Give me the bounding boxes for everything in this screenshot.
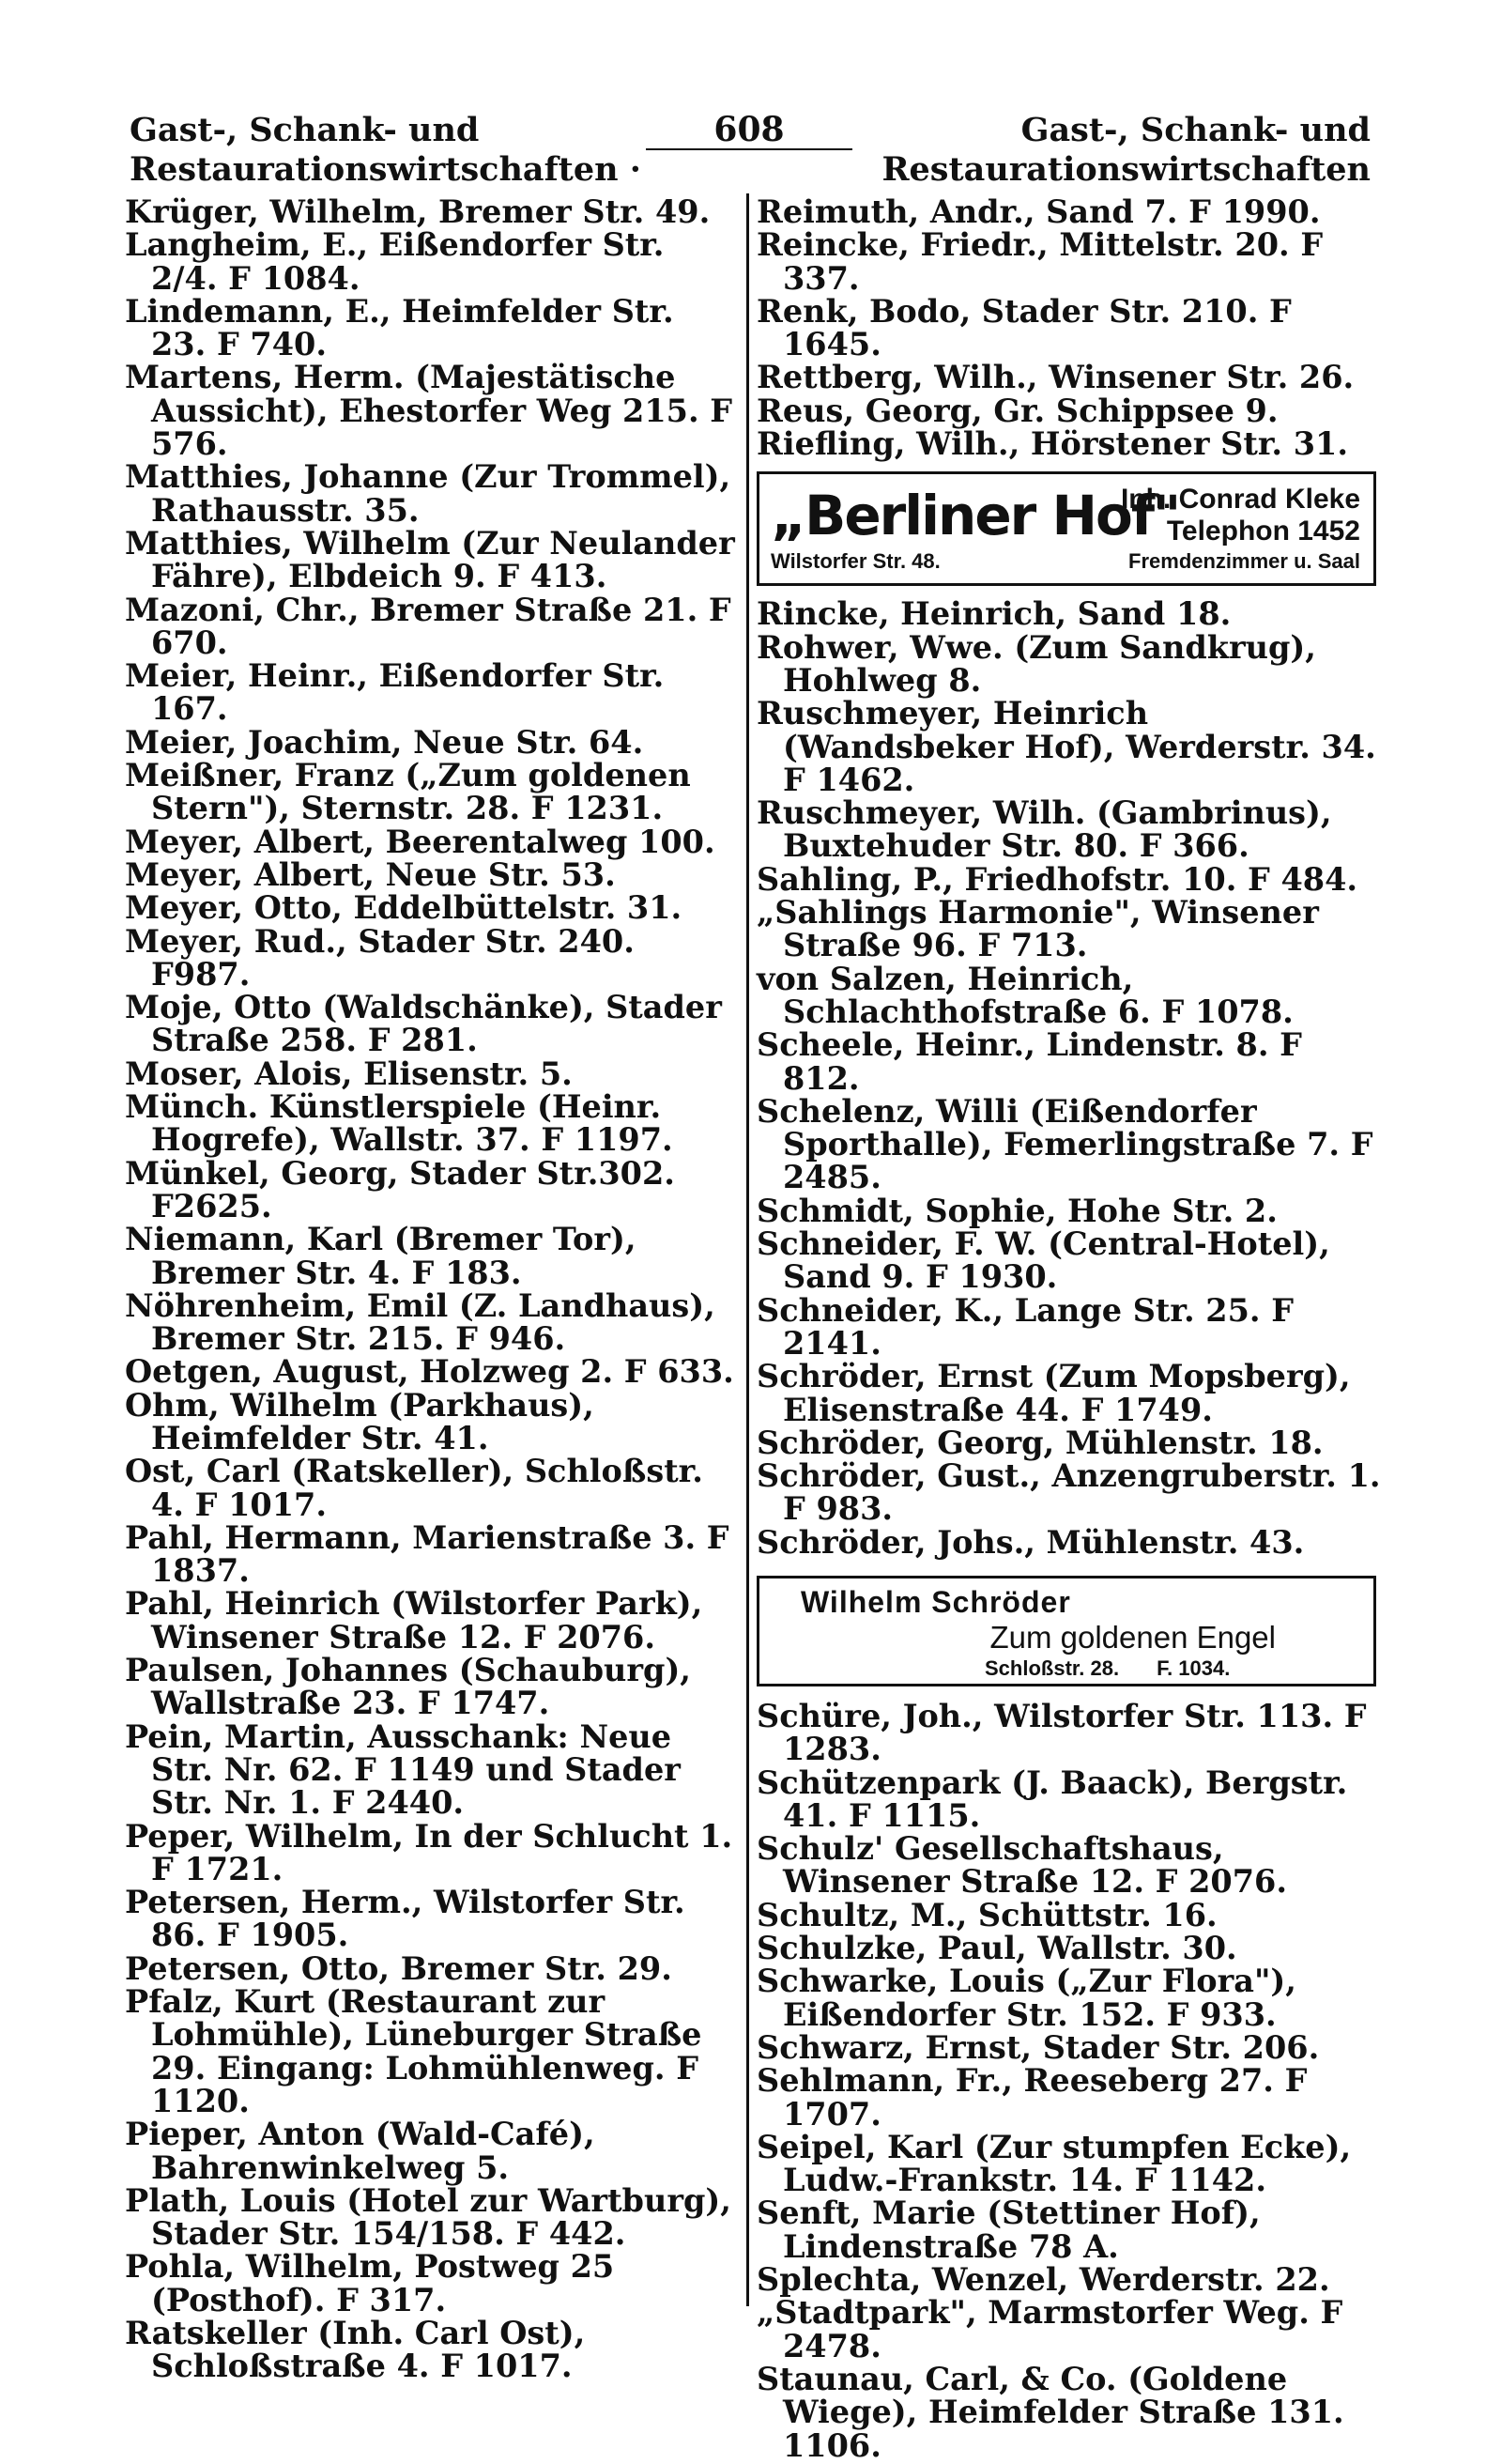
directory-entry: Meyer, Otto, Eddelbüttelstr. 31.: [125, 889, 682, 927]
header-right-line2: Restaurationswirtschaften: [881, 150, 1371, 189]
directory-entry: Schmidt, Sophie, Hohe Str. 2.: [757, 1192, 1278, 1229]
directory-entry: Peper, Wilhelm, In der Schlucht 1. F 1721.: [125, 1817, 733, 1887]
directory-entry: von Salzen, Heinrich, Schlachthofstraße 6. F 1078.: [757, 960, 1294, 1030]
directory-entry: Plath, Louis (Hotel zur Wartburg), Stader Str. 154/158. F 442.: [125, 2181, 731, 2253]
directory-entry: Scheele, Heinr., Lindenstr. 8. F 812.: [757, 1026, 1302, 1097]
directory-entry: Pahl, Hermann, Marienstraße 3. F 1837.: [125, 1518, 729, 1590]
directory-entry: Meier, Heinr., Eißendorfer Str. 167.: [125, 657, 665, 728]
header-right-line1: Gast-, Schank- und: [1020, 111, 1371, 149]
directory-entry: Schelenz, Willi (Eißendorfer Sporthalle), Femerlingstraße 7. F 2485.: [757, 1092, 1373, 1196]
header-right: [881, 111, 1371, 190]
directory-entry: Rincke, Heinrich, Sand 18.: [757, 595, 1232, 633]
directory-entry: Oetgen, August, Holzweg 2. F 633.: [125, 1353, 734, 1391]
directory-entry: Seipel, Karl (Zur stumpfen Ecke), Ludw.-Frankstr. 14. F 1142.: [757, 2128, 1352, 2199]
ad-schroeder-address: Schloßstr. 28.: [985, 1656, 1120, 1680]
directory-entry: Krüger, Wilhelm, Bremer Str. 49.: [125, 193, 711, 230]
directory-entry: Petersen, Herm., Wilstorfer Str. 86. F 1905.: [125, 1884, 685, 1954]
directory-entry: Lindemann, E., Heimfelder Str. 23. F 740.: [125, 292, 674, 363]
directory-entry: Staunau, Carl, & Co. (Goldene Wiege), Heimfelder Straße 131. 1106.: [757, 2360, 1344, 2464]
directory-entry: Meyer, Albert, Beerentalweg 100.: [125, 823, 715, 860]
directory-entry: Schultz, M., Schüttstr. 16.: [757, 1896, 1218, 1933]
ad-berliner-hof: [757, 471, 1376, 586]
directory-entry: Pfalz, Kurt (Restaurant zur Lohmühle), Lüneburger Straße 29. Eingang: Lohmühlenweg. F 1120.: [125, 1983, 702, 2119]
directory-entry: Matthies, Johanne (Zur Trommel), Rathausstr. 35.: [125, 458, 731, 529]
directory-entry: Ruschmeyer, Heinrich (Wandsbeker Hof), Werderstr. 34. F 1462.: [757, 695, 1376, 798]
right-column: [757, 195, 1381, 2462]
directory-entry: Münkel, Georg, Stader Str.302. F2625.: [125, 1154, 675, 1224]
header-left: [130, 111, 641, 190]
directory-entry: Sehlmann, Fr., Reeseberg 27. F 1707.: [757, 2062, 1308, 2133]
directory-entry: Schützenpark (J. Baack), Bergstr. 41. F 1115.: [757, 1763, 1348, 1834]
ad-berliner-owner-block: [1121, 484, 1360, 547]
directory-entry: Pieper, Anton (Wald-Café), Bahrenwinkelweg 5.: [125, 2116, 595, 2186]
directory-entry: Schröder, Georg, Mühlenstr. 18.: [757, 1424, 1324, 1461]
directory-entry: Reus, Georg, Gr. Schippsee 9.: [757, 392, 1279, 429]
directory-entry: Meier, Joachim, Neue Str. 64.: [125, 723, 644, 761]
ad-berliner-rooms: Fremdenzimmer u. Saal: [1128, 549, 1360, 574]
directory-entry: Schröder, Ernst (Zum Mopsberg), Elisenstraße 44. F 1749.: [757, 1358, 1351, 1428]
directory-entry: Niemann, Karl (Bremer Tor), Bremer Str. 4. F 183.: [125, 1221, 636, 1291]
directory-entry: „Sahlings Harmonie", Winsener Straße 96. F 713.: [757, 894, 1319, 964]
directory-entry: Schüre, Joh., Wilstorfer Str. 113. F 1283.: [757, 1697, 1367, 1768]
ad-berliner-owner: Inh. Conrad Kleke: [1120, 484, 1360, 516]
directory-entry: Rettberg, Wilh., Winsener Str. 26.: [757, 359, 1355, 396]
directory-entry: Reincke, Friedr., Mittelstr. 20. F 337.: [757, 226, 1324, 297]
directory-entry: „Stadtpark", Marmstorfer Weg. F 2478.: [757, 2294, 1343, 2364]
directory-entry: Renk, Bodo, Stader Str. 210. F 1645.: [757, 292, 1292, 363]
ad-schroeder-name: Wilhelm Schröder: [801, 1584, 1071, 1619]
directory-entry: Langheim, E., Eißendorfer Str. 2/4. F 1084.: [125, 226, 665, 297]
directory-entry: Sahling, P., Friedhofstr. 10. F 484.: [757, 860, 1358, 898]
directory-entry: Senft, Marie (Stettiner Hof), Lindenstraße 78 A.: [757, 2194, 1261, 2265]
directory-entry: Schulz' Gesellschaftshaus, Winsener Straße 12. F 2076.: [757, 1830, 1288, 1901]
directory-entry: Schulzke, Paul, Wallstr. 30.: [757, 1930, 1237, 1967]
directory-entry: Moser, Alois, Elisenstr. 5.: [125, 1055, 573, 1092]
directory-entry: Splechta, Wenzel, Werderstr. 22.: [757, 2261, 1330, 2299]
directory-entry: Moje, Otto (Waldschänke), Stader Straße 258. F 281.: [125, 989, 722, 1059]
directory-entry: Ratskeller (Inh. Carl Ost), Schloßstraße 4. F 1017.: [125, 2315, 586, 2385]
ad-berliner-address: Wilstorfer Str. 48.: [771, 549, 941, 574]
directory-entry: Petersen, Otto, Bremer Str. 29.: [125, 1949, 672, 1987]
directory-entry: Ost, Carl (Ratskeller), Schloßstr. 4. F 1017.: [125, 1453, 703, 1523]
ad-berliner-brand: „Berliner Hof": [771, 484, 1180, 548]
ad-schroeder-contact: [801, 1656, 1332, 1682]
ad-wilhelm-schroeder: [757, 1576, 1376, 1686]
directory-entry: Pohla, Wilhelm, Postweg 25 (Posthof). F 317.: [125, 2248, 615, 2318]
column-divider: [746, 193, 749, 2306]
directory-entry: Schneider, F. W. (Central-Hotel), Sand 9. F 1930.: [757, 1225, 1330, 1296]
page-number: 608: [646, 111, 852, 150]
right-entries-middle: [757, 597, 1381, 1559]
directory-entry: Mazoni, Chr., Bremer Straße 21. F 670.: [125, 591, 731, 661]
directory-entry: Ohm, Wilhelm (Parkhaus), Heimfelder Str. 41.: [125, 1386, 594, 1456]
directory-entry: Rohwer, Wwe. (Zum Sandkrug), Hohlweg 8.: [757, 628, 1316, 699]
header-left-line1: Gast-, Schank- und: [130, 111, 480, 149]
directory-entry: Schneider, K., Lange Str. 25. F 2141.: [757, 1291, 1295, 1362]
directory-entry: Schwarz, Ernst, Stader Str. 206.: [757, 2028, 1320, 2066]
directory-entry: Meyer, Albert, Neue Str. 53.: [125, 855, 616, 893]
directory-entry: Ruschmeyer, Wilh. (Gambrinus), Buxtehuder Str. 80. F 366.: [757, 794, 1332, 865]
right-entries-bottom: [757, 1697, 1381, 2464]
left-column: [125, 195, 735, 2383]
ad-schroeder-phone: F. 1034.: [1157, 1656, 1231, 1680]
directory-entry: Riefling, Wilh., Hörstener Str. 31.: [757, 425, 1349, 463]
directory-entry: Pahl, Heinrich (Wilstorfer Park), Winsener Straße 12. F 2076.: [125, 1585, 703, 1656]
directory-entry: Paulsen, Johannes (Schauburg), Wallstraße 23. F 1747.: [125, 1652, 691, 1722]
header-left-line2: Restaurationswirtschaften ·: [130, 150, 641, 189]
directory-entry: Reimuth, Andr., Sand 7. F 1990.: [757, 193, 1321, 230]
directory-entry: Schröder, Johs., Mühlenstr. 43.: [757, 1523, 1305, 1561]
directory-entry: Schwarke, Louis („Zur Flora"), Eißendorfer Str. 152. F 933.: [757, 1963, 1296, 2033]
directory-entry: Pein, Martin, Ausschank: Neue Str. Nr. 62. F 1149 und Stader Str. Nr. 1. F 2440.: [125, 1717, 681, 1822]
directory-entry: Martens, Herm. (Majestätische Aussicht), Ehestorfer Weg 215. F 576.: [125, 359, 733, 463]
directory-entry: Matthies, Wilhelm (Zur Neulander Fähre), Elbdeich 9. F 413.: [125, 524, 735, 595]
directory-entry: Nöhrenheim, Emil (Z. Landhaus), Bremer Str. 215. F 946.: [125, 1286, 715, 1358]
directory-entry: Schröder, Gust., Anzengruberstr. 1. F 983.: [757, 1457, 1381, 1528]
ad-schroeder-shop: Zum goldenen Engel: [989, 1619, 1276, 1655]
directory-entry: Münch. Künstlerspiele (Heinr. Hogrefe), Wallstr. 37. F 1197.: [125, 1088, 673, 1159]
ad-berliner-phone: Telephon 1452: [1166, 516, 1360, 547]
directory-entry: Meißner, Franz („Zum goldenen Stern"), Sternstr. 28. F 1231.: [125, 757, 691, 827]
directory-entry: Meyer, Rud., Stader Str. 240. F987.: [125, 922, 635, 993]
right-entries-top: [757, 193, 1381, 463]
